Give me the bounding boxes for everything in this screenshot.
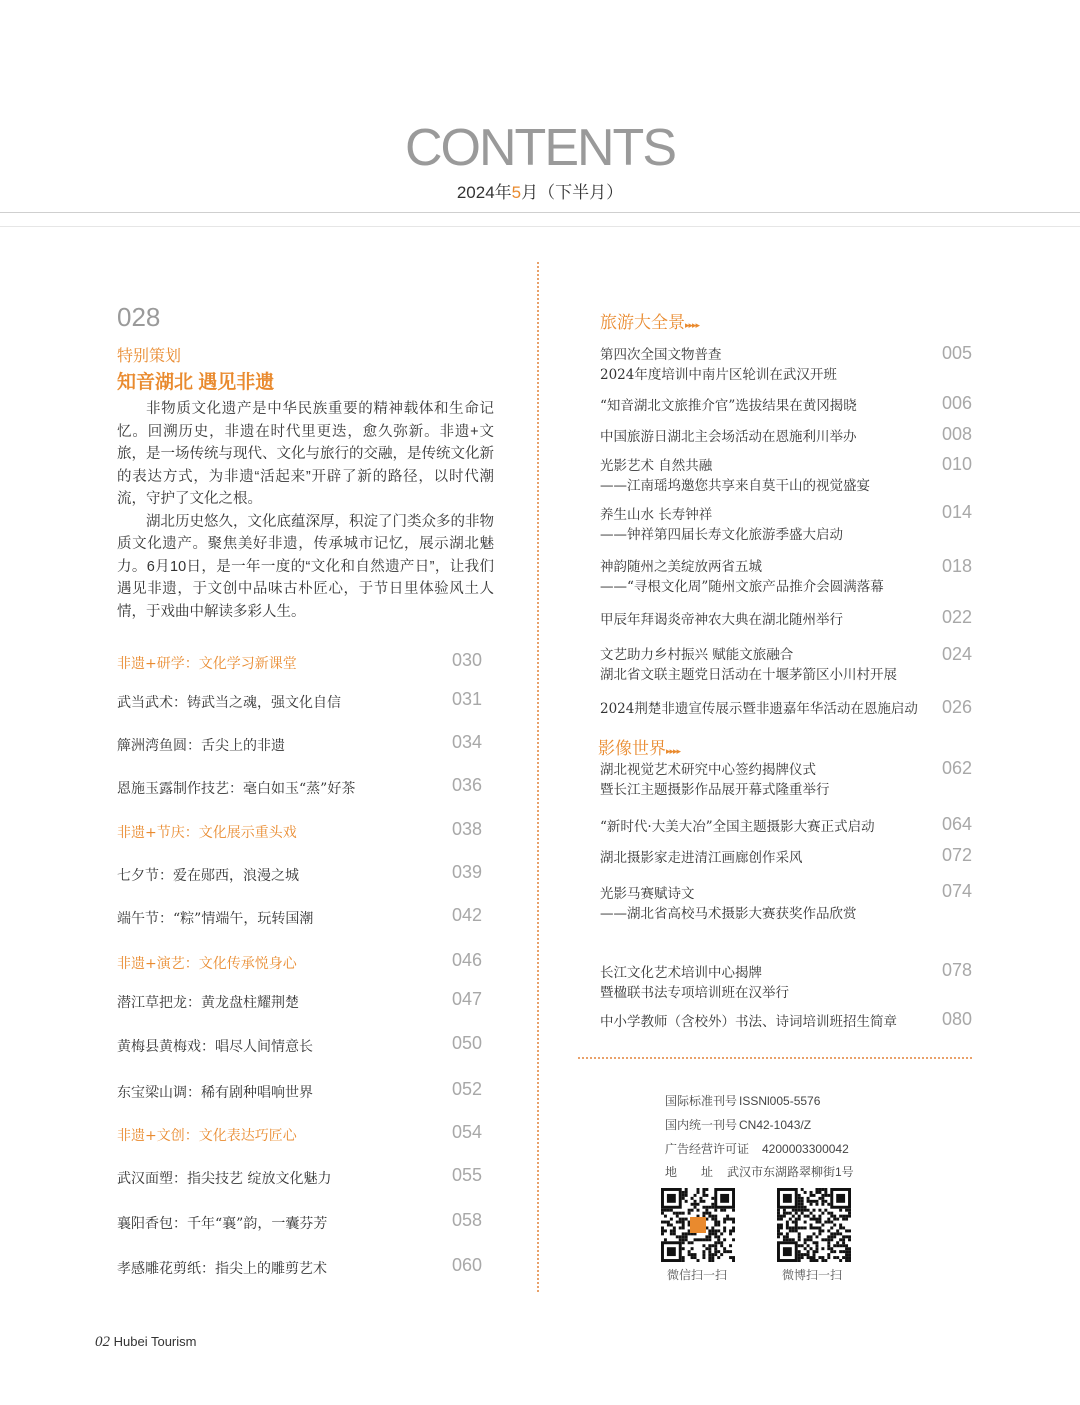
entry-page-number: 026 — [942, 697, 973, 717]
toc-row[interactable]: 恩施玉露制作技艺：毫白如玉“蒸”好茶 — [117, 781, 356, 797]
weibo-qr-code — [777, 1188, 851, 1262]
toc-page-number: 054 — [452, 1122, 483, 1142]
toc-row[interactable]: 孝感雕花剪纸：指尖上的雕剪艺术 — [117, 1261, 327, 1277]
header-rule — [0, 212, 1080, 213]
feature-paragraph: 非物质文化遗产是中华民族重要的精神载体和生命记忆。回溯历史，非遗在时代里更迭，愈久弥新。非遗+文旅，是一场传统与现代、文化与旅行的交融，是传统文化新的表达方式，为非遗“活起来”开辟了新的路径，以时代潮流，守护了文化之根。 — [117, 401, 494, 507]
toc-page-number: 031 — [452, 689, 483, 709]
toc-page-number: 055 — [452, 1165, 483, 1185]
section-divider — [578, 1057, 972, 1059]
toc-row[interactable]: 黄梅县黄梅戏：唱尽人间情意长 — [117, 1039, 313, 1055]
header-rule-secondary — [0, 226, 1080, 227]
entry-page-number: 008 — [942, 424, 973, 444]
toc-page-number: 034 — [452, 732, 483, 752]
column-divider — [537, 262, 539, 1292]
entry-title: 湖北视觉艺术研究中心签约揭牌仪式 — [600, 762, 816, 778]
toc-entry[interactable] — [600, 427, 857, 447]
entry-subtitle: 暨长江主题摄影作品展开幕式隆重举行 — [600, 782, 830, 798]
toc-row[interactable]: 七夕节：爱在郧西，浪漫之城 — [117, 868, 299, 884]
entry-page-number: 074 — [942, 881, 973, 901]
toc-page-number: 039 — [452, 862, 483, 882]
entry-subtitle: 暨楹联书法专项培训班在汉举行 — [600, 985, 789, 1001]
toc-page-number: 036 — [452, 775, 483, 795]
toc-row[interactable]: 潜江草把龙：黄龙盘柱耀荆楚 — [117, 995, 299, 1011]
entry-page-number: 006 — [942, 393, 973, 413]
toc-row[interactable]: 非遗+演艺：文化传承悦身心 — [117, 956, 297, 972]
entry-page-number: 022 — [942, 607, 973, 627]
entry-page-number: 024 — [942, 644, 973, 664]
toc-page-number: 060 — [452, 1255, 483, 1275]
toc-row[interactable]: 非遗+文创：文化表达巧匠心 — [117, 1128, 297, 1144]
cn-row: 国内统一刊号 CN42-1043/Z — [665, 1118, 812, 1132]
entry-title: 文艺助力乡村振兴 赋能文旅融合 — [600, 647, 794, 663]
entry-subtitle: 湖北省文联主题党日活动在十堰茅箭区小川村开展 — [600, 667, 897, 683]
issue-date: 2024年5月（下半月） — [456, 183, 624, 202]
entry-page-number: 064 — [942, 814, 973, 834]
entry-title: 中小学教师（含校外）书法、诗词培训班招生简章 — [600, 1014, 897, 1030]
entry-page-number: 078 — [942, 960, 973, 980]
feature-paragraph: 湖北历史悠久，文化底蕴深厚，积淀了门类众多的非物质文化遗产。聚焦美好非遗，传承城市记忆，展示湖北魅力。6月10日，是一年一度的“文化和自然遗产日”，让我们遇见非遗，于文创中品味古朴匠心，于节日里体验风土人情，于戏曲中解读多彩人生。 — [117, 513, 494, 620]
entry-title: 中国旅游日湖北主会场活动在恩施利川举办 — [600, 429, 857, 445]
ad-license-row: 广告经营许可证 4200003300042 — [665, 1142, 849, 1156]
entry-title: 第四次全国文物普查 — [600, 347, 722, 363]
toc-row[interactable]: 武当武术：铸武当之魂，强文化自信 — [117, 695, 341, 711]
toc-page-number: 050 — [452, 1033, 483, 1053]
toc-entry[interactable] — [600, 645, 897, 685]
entry-title: 养生山水 长寿钟祥 — [600, 507, 713, 523]
toc-entry[interactable] — [600, 699, 918, 719]
wechat-qr-code — [661, 1188, 735, 1262]
entry-subtitle: ——“寻根文化周”随州文旅产品推介会圆满落幕 — [600, 579, 884, 595]
toc-page-number: 030 — [452, 650, 483, 670]
toc-entry[interactable] — [600, 1012, 897, 1032]
toc-row[interactable]: 武汉面塑：指尖技艺 绽放文化魅力 — [117, 1171, 332, 1187]
entry-page-number: 014 — [942, 502, 973, 522]
section-heading-tourism: 旅游大全景▸▸▸▸ — [600, 313, 700, 332]
toc-entry[interactable] — [600, 396, 857, 416]
feature-category: 特别策划 — [117, 348, 182, 365]
toc-entry[interactable] — [600, 345, 837, 385]
entry-title: 光影艺术 自然共融 — [600, 458, 713, 474]
toc-page-number: 052 — [452, 1079, 483, 1099]
entry-title: 光影马赛赋诗文 — [600, 886, 695, 902]
toc-entry[interactable] — [600, 456, 870, 496]
toc-page-number: 047 — [452, 989, 483, 1009]
toc-row[interactable]: 襄阳香包：千年“襄”韵，一囊芬芳 — [117, 1216, 328, 1232]
section-heading-image: 影像世界▸▸▸▸ — [598, 739, 681, 758]
toc-page-number: 046 — [452, 950, 483, 970]
toc-entry[interactable] — [600, 760, 830, 800]
toc-entry[interactable] — [600, 963, 789, 1003]
toc-row[interactable]: 端午节：“粽”情端午，玩转国潮 — [117, 911, 314, 927]
toc-entry[interactable] — [600, 848, 803, 868]
page-footer: 02 Hubei Tourism — [95, 1334, 197, 1350]
entry-title: 甲辰年拜谒炎帝神农大典在湖北随州举行 — [600, 612, 843, 628]
toc-page-number: 038 — [452, 819, 483, 839]
toc-row[interactable]: 非遗+节庆：文化展示重头戏 — [117, 825, 297, 841]
toc-row[interactable]: 簰洲湾鱼圆：舌尖上的非遗 — [117, 738, 285, 754]
entry-title: “新时代·大美大冶”全国主题摄影大赛正式启动 — [600, 819, 875, 835]
toc-row[interactable]: 非遗+研学：文化学习新课堂 — [117, 656, 297, 672]
issn-row: 国际标准刊号 ISSNl005-5576 — [665, 1094, 821, 1108]
toc-entry[interactable] — [600, 817, 875, 837]
feature-page-number: 028 — [117, 302, 161, 332]
toc-entry[interactable] — [600, 505, 843, 545]
entry-title: 神韵随州之美绽放两省五城 — [600, 559, 762, 575]
entry-page-number: 018 — [942, 556, 973, 576]
toc-entry[interactable] — [600, 610, 843, 630]
entry-title: “知音湖北文旅推介官”选拔结果在黄冈揭晓 — [600, 398, 857, 414]
entry-page-number: 062 — [942, 758, 973, 778]
entry-title: 2024荆楚非遗宣传展示暨非遗嘉年华活动在恩施启动 — [600, 701, 918, 717]
address-row: 地 址 武汉市东湖路翠柳街1号 — [665, 1165, 854, 1179]
entry-subtitle: ——江南瑶坞邀您共享来自莫干山的视觉盛宴 — [600, 478, 870, 494]
entry-page-number: 072 — [942, 845, 973, 865]
entry-page-number: 080 — [942, 1009, 973, 1029]
entry-page-number: 005 — [942, 343, 973, 363]
page-title: CONTENTS — [405, 119, 675, 177]
entry-subtitle: ——湖北省高校马术摄影大赛获奖作品欣赏 — [600, 906, 857, 922]
toc-entry[interactable] — [600, 557, 884, 597]
toc-page-number: 042 — [452, 905, 483, 925]
toc-entry[interactable] — [600, 884, 857, 924]
entry-subtitle: ——钟祥第四届长寿文化旅游季盛大启动 — [600, 527, 843, 543]
entry-title: 长江文化艺术培训中心揭牌 — [600, 965, 762, 981]
entry-page-number: 010 — [942, 454, 973, 474]
entry-title: 湖北摄影家走进清江画廊创作采风 — [600, 850, 803, 866]
wechat-qr-label: 微信扫一扫 — [667, 1268, 728, 1282]
feature-title: 知音湖北 遇见非遗 — [117, 372, 275, 393]
entry-subtitle: 2024年度培训中南片区轮训在武汉开班 — [600, 367, 837, 383]
weibo-qr-label: 微博扫一扫 — [782, 1268, 843, 1282]
toc-row[interactable]: 东宝梁山调：稀有剧种唱响世界 — [117, 1085, 313, 1101]
toc-page-number: 058 — [452, 1210, 483, 1230]
feature-body — [117, 398, 494, 623]
